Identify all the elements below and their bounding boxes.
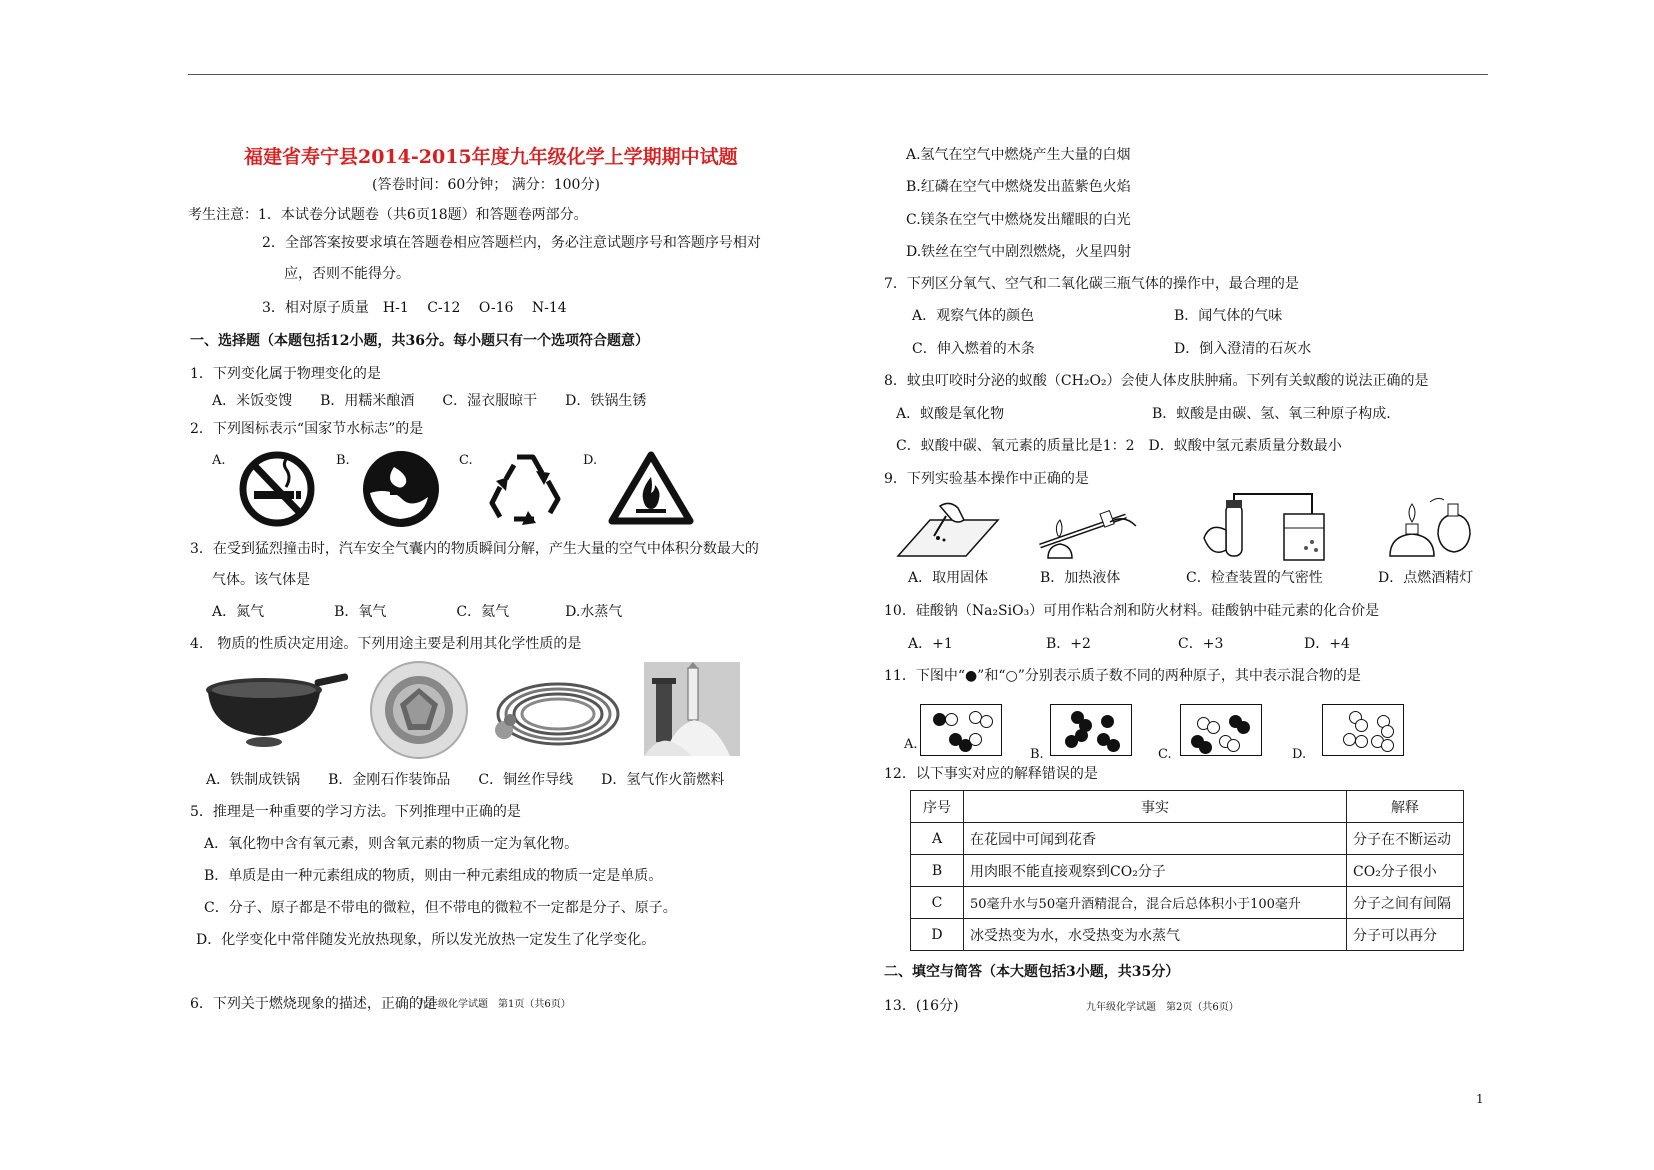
black-atom	[1075, 729, 1088, 742]
diamond-ornament-image	[364, 660, 474, 760]
q6-option-b: B.红磷在空气中燃烧发出蓝紫色火焰	[906, 179, 1131, 195]
table-header-row	[911, 791, 1464, 823]
q2-stem: 2．下列图标表示“国家节水标志”的是	[190, 421, 424, 437]
q11-label-c: C.	[1158, 747, 1172, 762]
white-atom	[1355, 719, 1368, 732]
q8-option-a: A．蚁酸是氧化物	[896, 406, 1005, 422]
q5-option-d: D．化学变化中常伴随发光放热现象，所以发光放热一定发生了化学变化。	[196, 932, 656, 948]
q11-box-b	[1050, 704, 1132, 756]
exam-info: (答卷时间：60分钟； 满分：100分)	[372, 177, 600, 193]
exam-title: 福建省寿宁县2014-2015年度九年级化学上学期期中试题	[244, 146, 738, 168]
white-atom	[1343, 733, 1356, 746]
q2-label-c: C.	[459, 453, 473, 468]
take-solid-drawing	[896, 496, 1000, 560]
recycle-icon	[484, 451, 566, 527]
q10-option-b: B．+2	[1046, 636, 1091, 652]
q5-option-c: C．分子、原子都是不带电的微粒，但不带电的微粒不一定都是分子、原子。	[204, 900, 677, 916]
q11-box-a	[920, 704, 1002, 756]
rocket-launch-image	[644, 662, 740, 756]
table-cell: CO₂分子很小	[1347, 855, 1464, 887]
page-number: 1	[1476, 1092, 1484, 1106]
footer-page-1: 九年级化学试题 第1页（共6页）	[418, 999, 571, 1010]
table-cell: 冰受热变为水，水受热变为水蒸气	[964, 919, 1347, 951]
section-2-heading: 二、填空与简答（本大题包括3小题，共35分）	[884, 964, 1180, 980]
table-row	[911, 887, 1464, 919]
alcohol-lamp-drawing	[1382, 494, 1482, 560]
q3-options: A．氮气 B．氧气 C．氦气 D.水蒸气	[212, 604, 623, 620]
q7-option-a: A．观察气体的颜色	[912, 308, 1035, 324]
q10-stem: 10．硅酸钠（Na₂SiO₃）可用作粘合剂和防火材料。硅酸钠中硅元素的化合价是	[884, 603, 1380, 619]
white-atom	[980, 715, 993, 728]
table-cell: 50毫升水与50毫升酒精混合，混合后总体积小于100毫升	[964, 887, 1347, 919]
q9-label-d: D．点燃酒精灯	[1378, 570, 1474, 586]
q3-stem-b: 气体。该气体是	[212, 572, 310, 588]
q1-options: A．米饭变馊 B．用糯米酿酒 C．湿衣服晾干 D．铁锅生锈	[212, 393, 647, 409]
footer-page-2: 九年级化学试题 第2页（共6页）	[1086, 1002, 1239, 1013]
q1-stem: 1．下列变化属于物理变化的是	[190, 366, 381, 382]
q4-stem: 4. 物质的性质决定用途。下列用途主要是利用其化学性质的是	[190, 636, 582, 652]
q6-option-a: A.氢气在空气中燃烧产生大量的白烟	[906, 147, 1131, 163]
table-cell: A	[911, 823, 964, 855]
q10-option-a: A．+1	[908, 636, 953, 652]
table-cell: B	[911, 855, 964, 887]
q12-table	[910, 790, 1464, 951]
q11-box-d	[1322, 704, 1404, 756]
q7-option-b: B．闻气体的气味	[1174, 308, 1283, 324]
q9-stem: 9．下列实验基本操作中正确的是	[884, 471, 1089, 487]
white-atom	[1381, 739, 1394, 752]
water-saving-icon	[360, 449, 442, 529]
q5-option-b: B．单质是由一种元素组成的物质，则由一种元素组成的物质一定是单质。	[204, 868, 663, 884]
table-row	[911, 855, 1464, 887]
table-header-cell: 序号	[911, 791, 964, 823]
table-cell: 分子在不断运动	[1347, 823, 1464, 855]
q2-label-d: D.	[583, 453, 598, 468]
white-atom	[969, 733, 982, 746]
q8-option-b: B．蚁酸是由碳、氢、氧三种原子构成.	[1152, 406, 1391, 422]
q5-option-a: A．氧化物中含有氧元素，则含氧元素的物质一定为氧化物。	[204, 836, 579, 852]
table-cell: 分子之间有间隔	[1347, 887, 1464, 919]
black-atom	[1101, 715, 1114, 728]
black-atom	[1237, 721, 1250, 734]
q9-label-b: B．加热液体	[1040, 570, 1121, 586]
q11-label-b: B.	[1030, 747, 1044, 762]
q7-stem: 7．下列区分氧气、空气和二氧化碳三瓶气体的操作中，最合理的是	[884, 276, 1299, 292]
table-cell: D	[911, 919, 964, 951]
note-1: 考生注意：1．本试卷分试题卷（共6页18题）和答题卷两部分。	[188, 207, 588, 223]
q2-label-a: A.	[212, 453, 226, 468]
table-header-cell: 事实	[964, 791, 1347, 823]
white-atom	[945, 713, 958, 726]
section-1-heading: 一、选择题（本题包括12小题，共36分。每小题只有一个选项符合题意）	[190, 333, 649, 349]
q4-options: A．铁制成铁锅 B．金刚石作装饰品 C．铜丝作导线 D．氢气作火箭燃料	[206, 772, 725, 788]
note-2a: 2．全部答案按要求填在答题卷相应答题栏内，务必注意试题序号和答题序号相对	[262, 235, 761, 251]
q10-option-c: C．+3	[1178, 636, 1224, 652]
q3-stem-a: 3．在受到猛烈撞击时，汽车安全气囊内的物质瞬间分解，产生大量的空气中体积分数最大的	[190, 541, 759, 557]
black-atom	[1199, 741, 1212, 754]
q11-stem: 11．下图中“●”和“○”分别表示质子数不同的两种原子，其中表示混合物的是	[884, 668, 1361, 684]
copper-wire-image	[488, 672, 624, 752]
q11-label-a: A.	[904, 737, 918, 752]
q8-stem: 8．蚊虫叮咬时分泌的蚁酸（CH₂O₂）会使人体皮肤肿痛。下列有关蚁酸的说法正确的是	[884, 373, 1429, 389]
q11-label-d: D.	[1292, 747, 1307, 762]
q11-box-c	[1180, 704, 1262, 756]
white-atom	[1355, 735, 1368, 748]
iron-wok-image	[202, 666, 352, 756]
q7-option-c: C．伸入燃着的木条	[912, 341, 1035, 357]
note-3: 3．相对原子质量 H-1 C-12 O-16 N-14	[262, 300, 567, 316]
q8-option-cd: C．蚁酸中碳、氧元素的质量比是1：2 D．蚁酸中氢元素质量分数最小	[896, 438, 1342, 454]
black-atom	[1107, 739, 1120, 752]
flammable-warning-icon	[608, 451, 694, 527]
q9-label-c: C．检查装置的气密性	[1186, 570, 1323, 586]
table-row	[911, 919, 1464, 951]
note-2b: 应，否则不能得分。	[284, 266, 410, 282]
q13-stem: 13．(16分)	[884, 998, 959, 1014]
heat-liquid-drawing	[1034, 496, 1144, 560]
table-cell: 在花园中可闻到花香	[964, 823, 1347, 855]
table-cell: 用肉眼不能直接观察到CO₂分子	[964, 855, 1347, 887]
q5-stem: 5．推理是一种重要的学习方法。下列推理中正确的是	[190, 804, 521, 820]
table-header-cell: 解释	[1347, 791, 1464, 823]
q7-option-d: D．倒入澄清的石灰水	[1174, 341, 1312, 357]
q12-stem: 12．以下事实对应的解释错误的是	[884, 766, 1098, 782]
white-atom	[1207, 721, 1220, 734]
white-atom	[1381, 725, 1394, 738]
airtightness-check-drawing	[1200, 492, 1330, 564]
q9-label-a: A．取用固体	[908, 570, 989, 586]
no-smoking-icon	[234, 451, 320, 527]
table-cell: 分子可以再分	[1347, 919, 1464, 951]
q2-label-b: B.	[336, 453, 350, 468]
header-rule	[188, 74, 1488, 75]
white-atom	[1227, 739, 1240, 752]
table-row	[911, 823, 1464, 855]
table-cell: C	[911, 887, 964, 919]
q6-option-d: D.铁丝在空气中剧烈燃烧，火星四射	[906, 244, 1132, 260]
q6-option-c: C.镁条在空气中燃烧发出耀眼的白光	[906, 212, 1131, 228]
q10-option-d: D．+4	[1304, 636, 1350, 652]
q6-stem: 6．下列关于燃烧现象的描述，正确的是	[190, 996, 437, 1012]
